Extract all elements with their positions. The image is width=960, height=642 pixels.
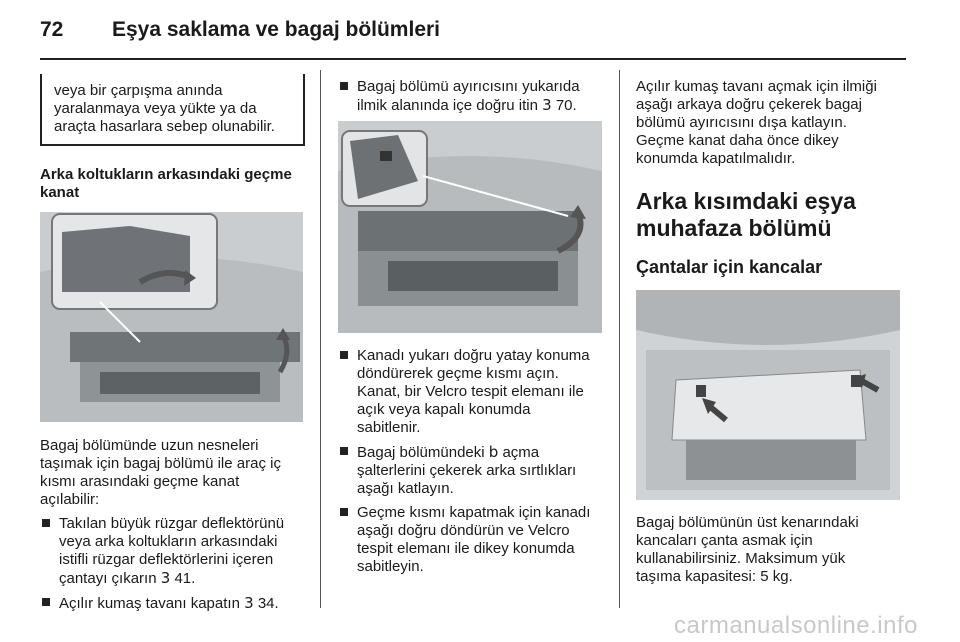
paragraph-line: kullanabilirsiniz. Maksimum yük [636, 550, 846, 567]
warning-line: yaralanmaya veya yükte ya da [54, 100, 257, 117]
page-number: 72 [40, 18, 64, 41]
bullet-item [338, 78, 606, 115]
paragraph-line: taşıma kapasitesi: 5 kg. [636, 568, 793, 585]
subheading-line: kanat [40, 184, 80, 201]
paragraph-line: Bagaj bölümünün üst kenarındaki [636, 514, 859, 531]
bullet-line: açık veya kapalı konumda [357, 401, 531, 418]
page-header [40, 14, 906, 60]
page-ref-icon: 3 [542, 96, 552, 114]
body-paragraph [40, 437, 305, 509]
trunk-divider-photo [338, 121, 602, 333]
section-subheading: Çantalar için kancalar [636, 257, 823, 277]
paragraph-line: Bagaj bölümünde uzun nesneleri [40, 437, 259, 454]
paragraph-line: kancaları çanta asmak için [636, 532, 813, 549]
bullet-line: ilmik alanında içe doğru itin [357, 97, 538, 114]
bullet-line: açma [502, 444, 540, 461]
bullet-line: Kanat, bir Velcro tespit elemanı ile [357, 383, 584, 400]
column-2 [338, 78, 606, 582]
bullet-item [338, 443, 606, 498]
paragraph-line: kısmı arasındaki geçme kanat [40, 473, 240, 490]
seat-release-icon: b [488, 443, 499, 461]
bullet-line: Açılır kumaş tavanı kapatın [59, 595, 240, 612]
bullet-item [338, 504, 606, 576]
subheading-line: Arka koltukların arkasındaki geçme [40, 166, 292, 183]
bullet-line: sabitleyin. [357, 558, 424, 575]
trunk-divider-illustration [338, 121, 602, 333]
paragraph-line: bölümü ayırıcısını dışa katlayın. [636, 114, 847, 131]
paragraph-line: Açılır kumaş tavanı açmak için ilmiği [636, 78, 877, 95]
page-ref[interactable]: 41. [174, 570, 196, 587]
trunk-passthrough-illustration [40, 212, 303, 422]
warning-box [40, 74, 305, 146]
column-divider-1 [320, 70, 321, 608]
bullet-line: döndürerek geçme kısmı açın. [357, 365, 559, 382]
column-3 [636, 78, 904, 586]
column-1 [40, 74, 305, 619]
bullet-line: istifli rüzgar deflektörlerini içeren [59, 551, 274, 568]
bullet-line: Bagaj bölümündeki [357, 444, 485, 461]
section-subheading [40, 166, 305, 202]
bullet-marker [340, 508, 348, 516]
page-ref[interactable]: 34. [257, 595, 279, 612]
page-ref-icon: 3 [160, 569, 171, 587]
bullet-line: aşağı doğru döndürün ve Velcro [357, 522, 570, 539]
bullet-marker [340, 447, 348, 455]
page-ref[interactable]: 70. [555, 97, 577, 114]
trunk-hooks-illustration [636, 290, 900, 500]
bullet-line: Takılan büyük rüzgar deflektörünü [59, 515, 285, 532]
header-rule [40, 58, 906, 60]
bullet-line: Geçme kısmı kapatmak için kanadı [357, 504, 591, 521]
paragraph-line: aşağı arkaya doğru çekerek bagaj [636, 96, 862, 113]
bullet-line: veya arka koltukların arkasındaki [59, 533, 278, 550]
body-paragraph [636, 514, 904, 586]
bullet-list [338, 347, 606, 576]
paragraph-line: Geçme kanat daha önce dikey [636, 132, 839, 149]
bullet-line: çantayı çıkarın [59, 570, 157, 587]
bullet-marker [42, 598, 50, 606]
trunk-hooks-photo [636, 290, 900, 500]
warning-line: araçta hasarlara sebep olunabilir. [54, 118, 275, 135]
bullet-line: aşağı katlayın. [357, 480, 454, 497]
heading-line: Arka kısımdaki eşya [636, 188, 856, 214]
bullet-marker [42, 519, 50, 527]
watermark: carmanualsonline.info [674, 612, 918, 639]
bullet-item [40, 515, 305, 588]
trunk-passthrough-photo [40, 212, 303, 422]
heading-line: muhafaza bölümü [636, 215, 832, 241]
bullet-list [338, 78, 606, 115]
page-ref-icon: 3 [244, 594, 254, 612]
bullet-item [338, 347, 606, 437]
bullet-marker [340, 82, 348, 90]
bullet-line: Kanadı yukarı doğru yatay konuma [357, 347, 590, 364]
page-title: Eşya saklama ve bagaj bölümleri [112, 18, 441, 41]
bullet-line: şalterlerini çekerek arka sırtlıkları [357, 462, 577, 479]
bullet-item [40, 594, 305, 613]
paragraph-line: taşımak için bagaj bölümü ile araç iç [40, 455, 281, 472]
warning-line: veya bir çarpışma anında [54, 82, 223, 99]
section-heading [636, 188, 904, 242]
paragraph-line: açılabilir: [40, 491, 100, 508]
body-paragraph [636, 78, 904, 168]
bullet-line: tespit elemanı ile dikey konumda [357, 540, 575, 557]
bullet-line: sabitlenir. [357, 419, 421, 436]
bullet-list [40, 515, 305, 613]
column-divider-2 [619, 70, 620, 608]
paragraph-line: konumda kapatılmalıdır. [636, 150, 796, 167]
bullet-marker [340, 351, 348, 359]
bullet-line: Bagaj bölümü ayırıcısını yukarıda [357, 78, 580, 95]
